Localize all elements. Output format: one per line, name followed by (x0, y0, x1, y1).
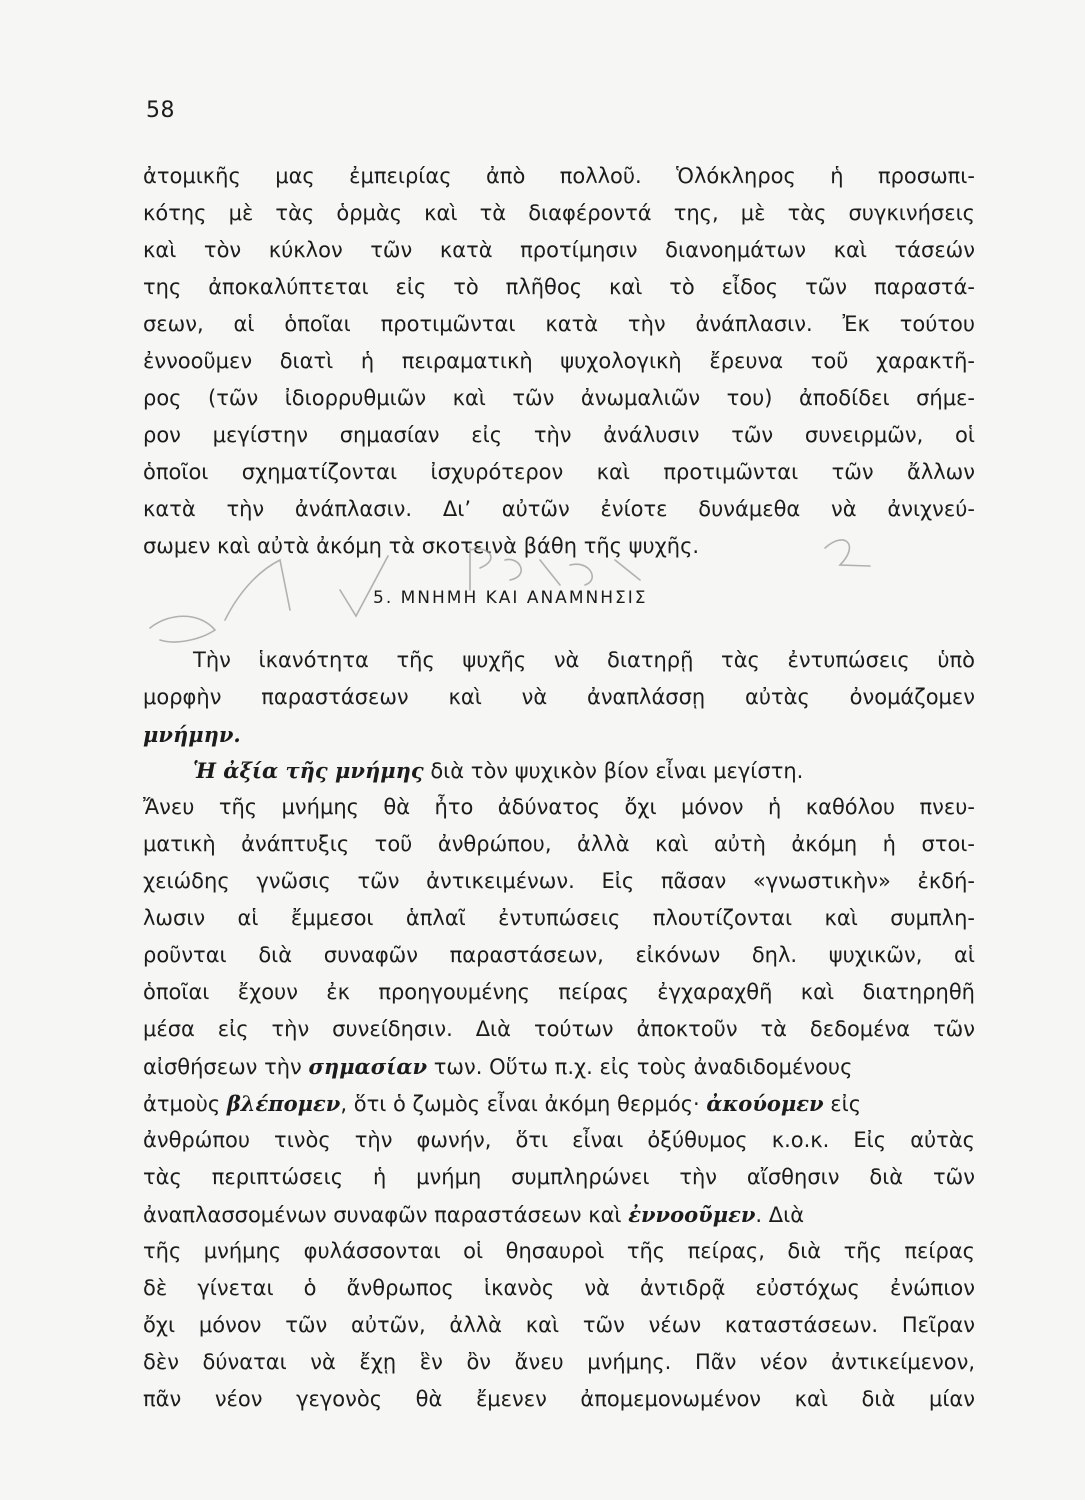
text-line: καὶ τὸν κύκλον τῶν κατὰ προτίμησιν διανοημάτων καὶ τάσεών (143, 238, 975, 262)
text-line: μορφὴν παραστάσεων καὶ νὰ ἀναπλάσσῃ αὐτὰς ὀνομάζομεν (143, 685, 975, 709)
paragraph-3 (143, 752, 975, 1418)
text-line: κότης μὲ τὰς ὁρμὰς καὶ τὰ διαφέροντά της, μὲ τὰς συγκινήσεις (143, 201, 975, 225)
text-line: της ἀποκαλύπτεται εἰς τὸ πλῆθος καὶ τὸ εἶδος τῶν παραστά- (143, 275, 975, 299)
text-line: ὄχι μόνον τῶν αὐτῶν, ἀλλὰ καὶ τῶν νέων καταστάσεων. Πεῖραν (143, 1313, 975, 1337)
lead-phrase: Ἡ ἀξία τῆς μνήμης (193, 758, 424, 783)
text-line: χειώδης γνῶσις τῶν ἀντικειμένων. Εἰς πᾶσαν «γνωστικὴν» ἐκδή- (143, 869, 975, 893)
text-line: πᾶν νέον γεγονὸς θὰ ἔμενεν ἀπομεμονωμένον καὶ διὰ μίαν (143, 1387, 975, 1411)
text-line: Ἄνευ τῆς μνήμης θὰ ἦτο ἀδύνατος ὄχι μόνον ἡ καθόλου πνευ- (143, 795, 975, 819)
term-mnimin: μνήμην. (143, 722, 241, 747)
text-run: . Διὰ (755, 1203, 805, 1227)
text-line: σωμεν καὶ αὐτὰ ἀκόμη τὰ σκοτεινὰ βάθη τῆς ψυχῆς. (143, 534, 700, 558)
text-line: ματικὴ ἀνάπτυξις τοῦ ἀνθρώπου, ἀλλὰ καὶ αὐτὴ ἀκόμη ἡ στοι- (143, 832, 975, 856)
text-run: αἰσθήσεων τὴν (143, 1055, 309, 1079)
term-ennooumen: ἐννοοῦμεν (628, 1202, 756, 1227)
term-simasian: σημασίαν (308, 1054, 428, 1079)
page-number: 58 (146, 98, 175, 123)
pencil-scribble-left (150, 616, 215, 642)
section-heading: 5. ΜΝΗΜΗ ΚΑΙ ΑΝΑΜΝΗΣΙΣ (373, 588, 648, 608)
text-line: Τὴν ἱκανότητα τῆς ψυχῆς νὰ διατηρῇ τὰς ἐντυπώσεις ὑπὸ (193, 648, 975, 672)
lead-rest: διὰ τὸν ψυχικὸν βίον εἶναι μεγίστη. (423, 759, 804, 783)
paragraph-2 (143, 642, 975, 753)
text-line: ὁποῖαι ἔχουν ἐκ προηγουμένης πείρας ἐγχαραχθῆ καὶ διατηρηθῆ (143, 980, 975, 1004)
pencil-scribble-left (225, 560, 290, 620)
term-vlepomen: βλέπομεν (226, 1091, 341, 1116)
text-line: ὁποῖοι σχηματίζονται ἰσχυρότερον καὶ προτιμῶνται τῶν ἄλλων (143, 460, 975, 484)
text-line (143, 1196, 975, 1233)
text-run: ἀναπλασσομένων συναφῶν παραστάσεων καὶ (143, 1203, 629, 1227)
text-line: δὲν δύναται νὰ ἔχῃ ἓν ὂν ἄνευ μνήμης. Πᾶν νέον ἀντικείμενον, (143, 1350, 975, 1374)
text-line (143, 1048, 975, 1085)
text-line: σεων, αἱ ὁποῖαι προτιμῶνται κατὰ τὴν ἀνάπλασιν. Ἐκ τούτου (143, 312, 975, 336)
text-line: ἀτομικῆς μας ἐμπειρίας ἀπὸ πολλοῦ. Ὁλόκληρος ἡ προσωπι- (143, 164, 975, 188)
text-line: τῆς μνήμης φυλάσσονται οἱ θησαυροὶ τῆς πείρας, διὰ τῆς πείρας (143, 1239, 975, 1263)
text-line: μέσα εἰς τὴν συνείδησιν. Διὰ τούτων ἀποκτοῦν τὰ δεδομένα τῶν (143, 1017, 975, 1041)
term-akouomen: ἀκούομεν (706, 1091, 824, 1116)
text-line: ἐννοοῦμεν διατὶ ἡ πειραματικὴ ψυχολογικὴ ἔρευνα τοῦ χαρακτῆ- (143, 349, 975, 373)
text-run: των. Οὕτω π.χ. εἰς τοὺς ἀναδιδομένους (427, 1055, 853, 1079)
text-line: τὰς περιπτώσεις ἡ μνήμη συμπληρώνει τὴν αἴσθησιν διὰ τῶν (143, 1165, 975, 1189)
paragraph-1 (143, 158, 975, 565)
text-line (143, 752, 975, 789)
text-line: ροῦνται διὰ συναφῶν παραστάσεων, εἰκόνων δηλ. ψυχικῶν, αἱ (143, 943, 975, 967)
text-line (143, 1085, 975, 1122)
text-line: ρος (τῶν ἰδιορρυθμιῶν καὶ τῶν ἀνωμαλιῶν του) ἀποδίδει σήμε- (143, 386, 975, 410)
text-run: , ὅτι ὁ ζωμὸς εἶναι ἀκόμη θερμός· (340, 1092, 707, 1116)
text-run: ἀτμοὺς (143, 1092, 227, 1116)
text-line: κατὰ τὴν ἀνάπλασιν. Δι’ αὐτῶν ἐνίοτε δυνάμεθα νὰ ἀνιχνεύ- (143, 497, 975, 521)
text-run: εἰς (823, 1092, 862, 1116)
text-line: ρον μεγίστην σημασίαν εἰς τὴν ἀνάλυσιν τῶν συνειρμῶν, οἱ (143, 423, 975, 447)
text-line: δὲ γίνεται ὁ ἄνθρωπος ἱκανὸς νὰ ἀντιδρᾷ εὐστόχως ἐνώπιον (143, 1276, 975, 1300)
text-line (143, 716, 975, 753)
text-line: ἀνθρώπου τινὸς τὴν φωνήν, ὅτι εἶναι ὀξύθυμος κ.ο.κ. Εἰς αὐτὰς (143, 1128, 975, 1152)
text-line: λωσιν αἱ ἔμμεσοι ἁπλαῖ ἐντυπώσεις πλουτίζονται καὶ συμπλη- (143, 906, 975, 930)
